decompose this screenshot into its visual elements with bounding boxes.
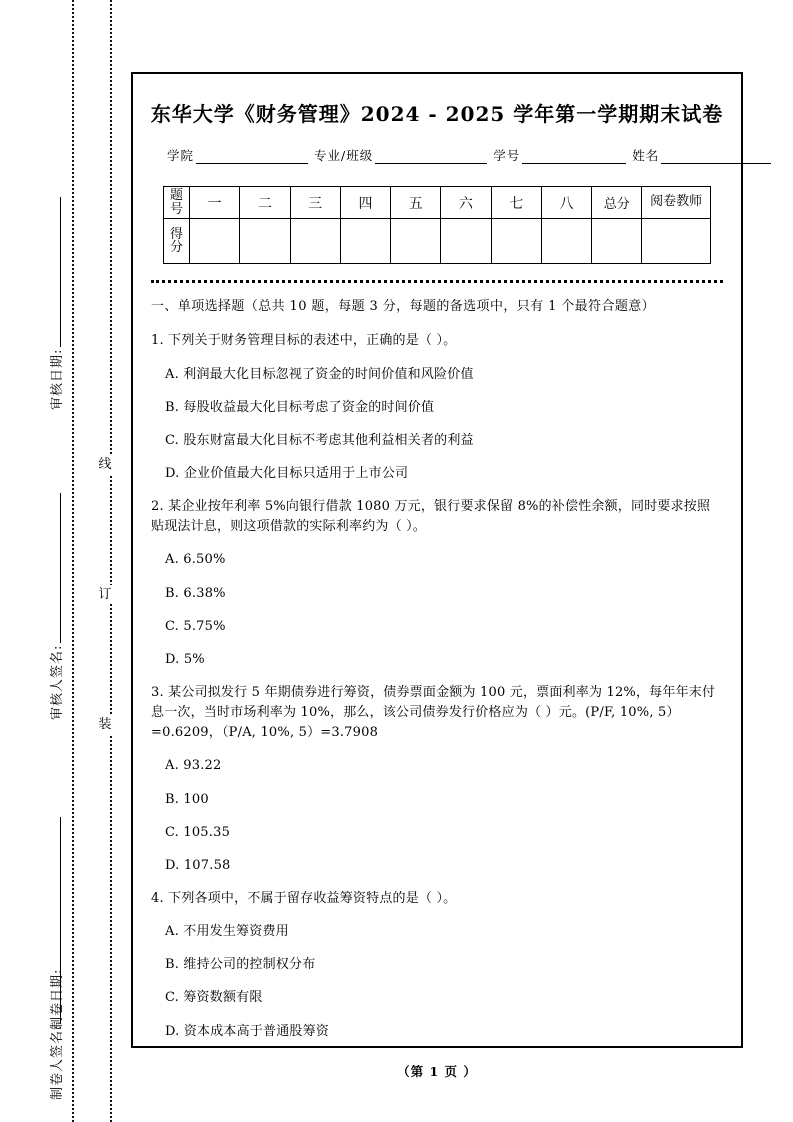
question-2-stem: 2. 某企业按年利率 5%向银行借款 1080 万元，银行要求保留 8%的补偿性余额，同时要求按照贴现法计息，则这项借款的实际利率约为（ ）。 xyxy=(151,499,711,535)
student-id-row xyxy=(167,146,721,164)
margin-label-preparer-signature xyxy=(46,800,65,1100)
score-cell-2[interactable] xyxy=(240,219,290,264)
score-cell-8[interactable] xyxy=(541,219,591,264)
question-2-option-d[interactable]: D. 5% xyxy=(165,651,205,667)
field-college-input[interactable] xyxy=(196,150,308,164)
score-cell-5[interactable] xyxy=(391,219,441,264)
score-table-col-4: 四 xyxy=(340,187,390,219)
question-1-option-d[interactable]: D. 企业价值最大化目标只适用于上市公司 xyxy=(165,465,409,481)
field-major-class[interactable] xyxy=(314,146,487,164)
binding-mark-ding: 订 xyxy=(93,585,117,604)
field-student-id[interactable] xyxy=(493,146,626,164)
question-3-option-d[interactable]: D. 107.58 xyxy=(165,857,231,873)
section-heading: 一、单项选择题（总共 10 题，每题 3 分，每题的备选项中，只有 1 个最符合题意） xyxy=(151,299,656,315)
score-cell-4[interactable] xyxy=(340,219,390,264)
question-2-option-a[interactable]: A. 6.50% xyxy=(165,552,226,568)
score-table-score-row xyxy=(164,219,711,264)
score-table-col-5: 五 xyxy=(391,187,441,219)
question-4-option-a[interactable]: A. 不用发生筹资费用 xyxy=(165,924,289,940)
binding-dotted-line-inner xyxy=(110,0,112,1122)
score-cell-6[interactable] xyxy=(441,219,491,264)
question-2-option-c[interactable]: C. 5.75% xyxy=(165,618,226,634)
question-2-option-b[interactable]: B. 6.38% xyxy=(165,585,226,601)
question-1-option-a[interactable]: A. 利润最大化目标忽视了资金的时间价值和风险价值 xyxy=(165,366,474,382)
score-table-row-label-score: 得分 xyxy=(164,219,190,264)
score-cell-grader[interactable] xyxy=(642,219,711,264)
margin-label-preparer-signature-text: 制卷人签名: xyxy=(50,1024,65,1100)
score-cell-3[interactable] xyxy=(290,219,340,264)
field-student-name-input[interactable] xyxy=(661,150,771,164)
margin-label-review-date-line xyxy=(60,197,61,347)
question-3-option-c[interactable]: C. 105.35 xyxy=(165,824,231,840)
score-table-row-label-question-no: 题号 xyxy=(164,187,190,219)
score-table-col-2: 二 xyxy=(240,187,290,219)
field-major-class-label: 专业/班级 xyxy=(314,148,374,163)
question-1-option-b[interactable]: B. 每股收益最大化目标考虑了资金的时间价值 xyxy=(165,399,435,415)
score-table-col-7: 七 xyxy=(491,187,541,219)
score-table-col-8: 八 xyxy=(541,187,591,219)
margin-label-prepare-date-text: 制卷日期: xyxy=(50,968,65,1030)
field-college-label: 学院 xyxy=(167,148,195,163)
field-student-name-label: 姓名 xyxy=(632,148,660,163)
score-table-col-6: 六 xyxy=(441,187,491,219)
field-major-class-input[interactable] xyxy=(375,150,487,164)
margin-label-reviewer-signature xyxy=(46,420,65,720)
margin-label-reviewer-signature-text: 审核人签名: xyxy=(50,644,65,720)
score-cell-7[interactable] xyxy=(491,219,541,264)
margin-label-review-date xyxy=(46,110,65,410)
question-3-option-a[interactable]: A. 93.22 xyxy=(165,758,222,774)
score-table-col-grader: 阅卷教师 xyxy=(642,187,711,219)
field-student-id-label: 学号 xyxy=(493,148,521,163)
question-4-option-b[interactable]: B. 维持公司的控制权分布 xyxy=(165,957,316,973)
score-table-header-row xyxy=(164,187,711,219)
score-table-col-3: 三 xyxy=(290,187,340,219)
score-table-col-1: 一 xyxy=(190,187,240,219)
question-3-stem: 3. 某公司拟发行 5 年期债券进行筹资，债券票面金额为 100 元，票面利率为 12%，每年年末付息一次，当时市场利率为 10%，那么，该公司债券发行价格应为（ ）元。(P/F, 10%, 5）=0.6209，（P/A, 10%, 5）=3.7908 xyxy=(151,684,716,741)
question-body xyxy=(151,297,723,1041)
margin-label-reviewer-signature-line xyxy=(60,493,61,643)
margin-label-preparer-signature-line xyxy=(60,873,61,1023)
question-4-option-c[interactable]: C. 筹资数额有限 xyxy=(165,990,263,1006)
field-college[interactable] xyxy=(167,146,308,164)
score-table xyxy=(163,186,711,264)
question-1-stem: 1. 下列关于财务管理目标的表述中，正确的是（ ）。 xyxy=(151,333,457,349)
binding-mark-xian: 线 xyxy=(93,455,117,474)
margin-label-review-date-text: 审核日期: xyxy=(50,348,65,410)
page-title: 东华大学《财务管理》2024 - 2025 学年第一学期期末试卷 xyxy=(150,102,724,126)
question-4-option-d[interactable]: D. 资本成本高于普通股筹资 xyxy=(165,1023,330,1039)
exam-sheet xyxy=(131,72,743,1048)
binding-dotted-line-outer xyxy=(72,0,74,1122)
binding-mark-zhuang: 装 xyxy=(93,715,117,734)
question-3-option-b[interactable]: B. 100 xyxy=(165,791,209,807)
question-4-stem: 4. 下列各项中，不属于留存收益筹资特点的是（ ）。 xyxy=(151,890,457,906)
field-student-name[interactable] xyxy=(632,146,771,164)
page-footer: （第 1 页 ） xyxy=(397,1064,477,1079)
question-1-option-c[interactable]: C. 股东财富最大化目标不考虑其他利益相关者的利益 xyxy=(165,432,474,448)
score-table-col-total: 总分 xyxy=(592,187,642,219)
field-student-id-input[interactable] xyxy=(522,150,626,164)
score-cell-1[interactable] xyxy=(190,219,240,264)
binding-margin xyxy=(0,0,131,1122)
score-cell-total[interactable] xyxy=(592,219,642,264)
section-divider xyxy=(151,280,723,283)
